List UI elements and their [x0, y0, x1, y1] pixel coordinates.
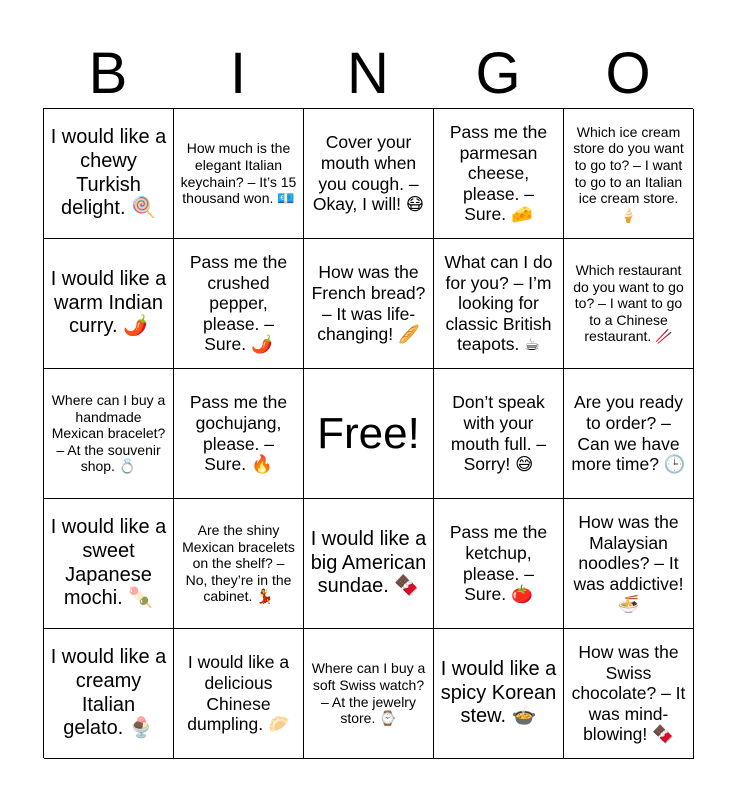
bingo-cell[interactable] — [44, 499, 174, 629]
bingo-cell[interactable] — [564, 239, 694, 369]
bingo-cell[interactable] — [434, 239, 564, 369]
cell-text: How was the Malaysian noodles? – It was addictive! 🍜 — [573, 511, 684, 615]
bingo-cell[interactable] — [304, 239, 434, 369]
free-space-text: Free! — [317, 408, 420, 458]
bingo-cell[interactable] — [434, 499, 564, 629]
cell-text: I would like a chewy Turkish delight. 🍭 — [50, 126, 167, 220]
cell-text: I would like a big American sundae. 🍫 — [310, 528, 427, 598]
bingo-cell[interactable] — [564, 629, 694, 759]
cell-text: How was the French bread? – It was life-changing! 🥖 — [311, 262, 426, 345]
bingo-cell[interactable] — [44, 239, 174, 369]
cell-text: Where can I buy a soft Swiss watch? – At the jewelry store. ⌚ — [311, 660, 426, 727]
bingo-header — [43, 40, 693, 108]
bingo-cell[interactable] — [174, 629, 304, 759]
bingo-board — [43, 108, 693, 758]
bingo-cell[interactable] — [44, 629, 174, 759]
bingo-cell[interactable] — [44, 369, 174, 499]
cell-text: Where can I buy a handmade Mexican bracelet? – At the souvenir shop. 💍 — [51, 392, 166, 475]
header-letter-i: I — [229, 41, 247, 106]
bingo-cell[interactable] — [174, 239, 304, 369]
bingo-cell[interactable] — [174, 499, 304, 629]
cell-text: Are you ready to order? – Can we have more time? 🕒 — [571, 392, 686, 475]
cell-text: Don’t speak with your mouth full. – Sorry! 😅 — [450, 392, 547, 475]
cell-text: Pass me the ketchup, please. – Sure. 🍅 — [449, 522, 548, 605]
cell-text: Are the shiny Mexican bracelets on the shelf? – No, they’re in the cabinet. 💃 — [182, 522, 295, 605]
cell-text: Which ice cream store do you want to go to? – I want to go to an Italian ice cream store. 🍦 — [573, 123, 684, 223]
cell-text: Which restaurant do you want to go to? – I want to go to a Chinese restaurant. 🥢 — [573, 262, 684, 345]
cell-text: Pass me the crushed pepper, please. – Sure. 🌶️ — [189, 251, 288, 355]
cell-text: I would like a delicious Chinese dumpling. 🥟 — [187, 652, 290, 735]
cell-text: Cover your mouth when you cough. – Okay, I will! 😷 — [312, 132, 425, 215]
free-space-cell[interactable] — [304, 369, 434, 499]
header-letter-o: O — [605, 41, 651, 106]
bingo-cell[interactable] — [434, 109, 564, 239]
cell-text: How was the Swiss chocolate? – It was mind-blowing! 🍫 — [571, 641, 686, 745]
bingo-cell[interactable] — [174, 109, 304, 239]
cell-text: I would like a spicy Korean stew. 🍲 — [440, 658, 557, 728]
cell-text: I would like a sweet Japanese mochi. 🍡 — [50, 516, 167, 610]
bingo-cell[interactable] — [434, 629, 564, 759]
header-letter-n: N — [347, 41, 389, 106]
header-letter-g: G — [475, 41, 521, 106]
header-letter-b: B — [88, 41, 128, 106]
cell-text: Pass me the gochujang, please. – Sure. 🔥 — [189, 392, 288, 475]
bingo-cell[interactable] — [174, 369, 304, 499]
cell-text: I would like a warm Indian curry. 🌶️ — [50, 268, 167, 338]
cell-text: How much is the elegant Italian keychain? – It’s 15 thousand won. 💶 — [180, 140, 297, 207]
bingo-cell[interactable] — [304, 109, 434, 239]
bingo-cell[interactable] — [304, 499, 434, 629]
bingo-cell[interactable] — [434, 369, 564, 499]
cell-text: I would like a creamy Italian gelato. 🍨 — [50, 646, 167, 740]
bingo-cell[interactable] — [304, 629, 434, 759]
bingo-cell[interactable] — [564, 109, 694, 239]
bingo-cell[interactable] — [564, 499, 694, 629]
bingo-cell[interactable] — [564, 369, 694, 499]
cell-text: Pass me the parmesan cheese, please. – Sure. 🧀 — [449, 121, 548, 225]
bingo-cell[interactable] — [44, 109, 174, 239]
cell-text: What can I do for you? – I’m looking for classic British teapots. ☕ — [444, 251, 553, 355]
